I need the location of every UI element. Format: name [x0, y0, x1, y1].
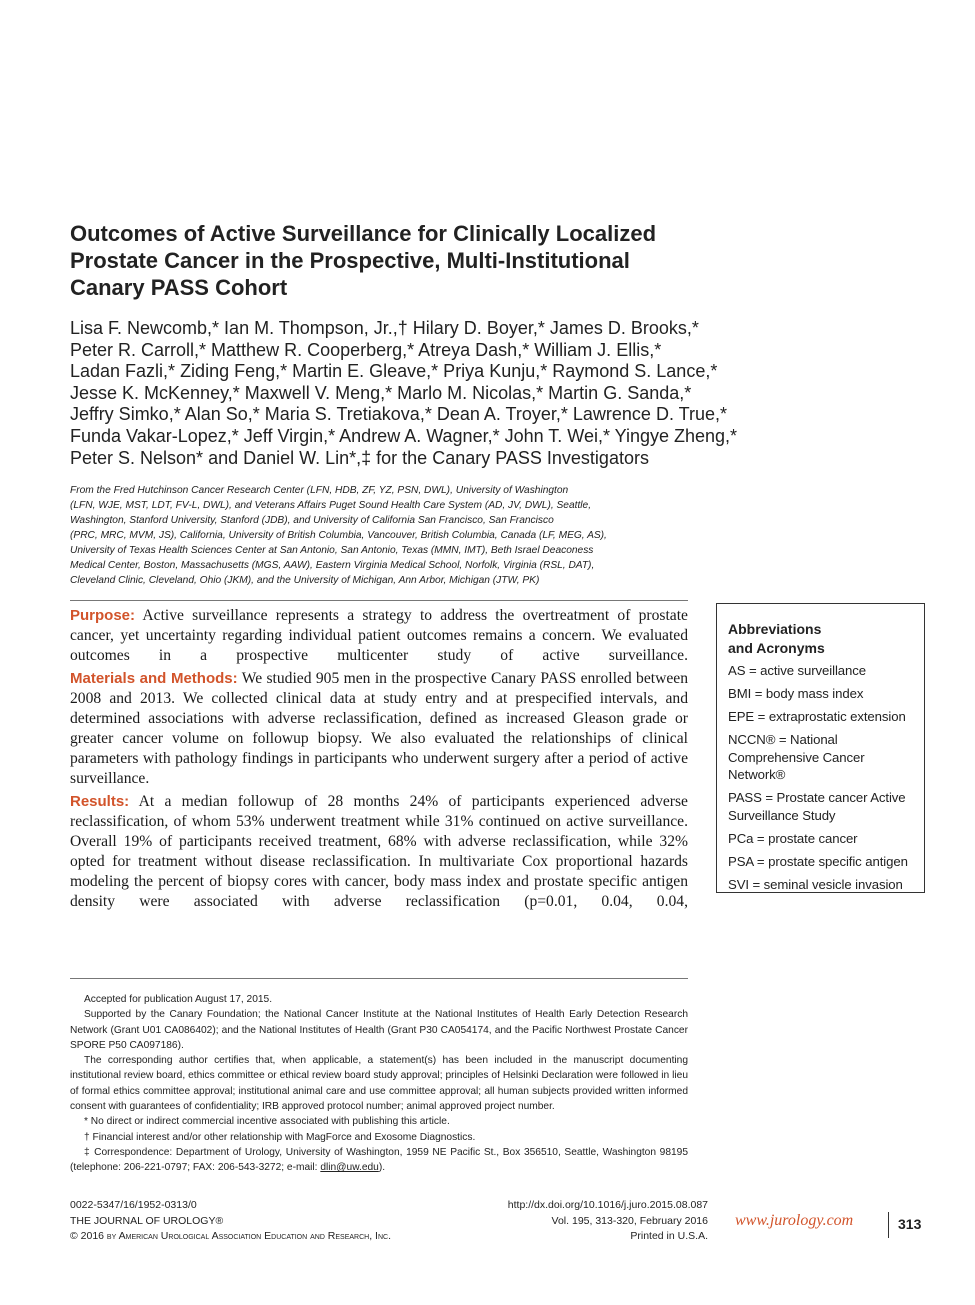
correspondence-text: ‡ Correspondence: Department of Urology, University of Washington, 1959 NE Pacific St., Box 356510, Seattle, Washington 98195 (telephone: 206-221-0797; FAX: 206-543-3272; e-mail:	[70, 1146, 688, 1174]
page-number: 313	[898, 1216, 922, 1232]
abbreviation-item: EPE = extraprostatic extension	[728, 709, 906, 724]
abstract-results	[70, 792, 688, 912]
journal-website-link[interactable]: www.jurology.com	[735, 1212, 854, 1229]
footer-copyright: © 2016 by American Urological Association Education and Research, Inc.	[70, 1230, 392, 1242]
results-text: At a median followup of 28 months 24% of participants experienced adverse reclassification, of whom 53% underwent treatment while 31% continued on active surveillance. Overall 19% of participants received treatment, 68% with adverse reclassification, while 32% opted for treatment without disease reclassification. In multivariate Cox proportional hazards modeling the percent of biopsy cores with cancer, body mass index and prostate specific antigen density were associated with adverse reclassification (p=0.01, 0.04, 0.04,	[70, 793, 688, 910]
abbreviation-item: PCa = prostate cancer	[728, 830, 858, 846]
purpose-heading: Purpose:	[70, 607, 136, 624]
abbreviation-item: AS = active surveillance	[728, 663, 866, 678]
footnote-correspondence	[70, 1145, 688, 1176]
correspondence-end: ).	[378, 1162, 386, 1174]
abbreviation-item: SVI = seminal vesicle invasion	[728, 876, 903, 892]
article-title	[70, 220, 730, 301]
methods-text: We studied 905 men in the prospective Canary PASS enrolled between 2008 and 2013. We collected clinical data at study entry and at prespecified intervals, and determined associations with adverse reclassification, defined as increased Gleason grade or greater cancer volume on followup biopsy. We also evaluated the relationships of clinical parameters with pathology findings in participants who underwent surgery after a period of active surveillance.	[70, 670, 688, 787]
footer-right	[470, 1198, 708, 1245]
title-line: Canary PASS Cohort	[70, 275, 288, 300]
author-line: Peter S. Nelson* and Daniel W. Lin*,‡ for the Canary PASS Investigators	[70, 447, 649, 468]
footer-doi[interactable]: http://dx.doi.org/10.1016/j.juro.2015.08.087	[507, 1199, 708, 1211]
affiliation-line: University of Texas Health Sciences Center at San Antonio, San Antonio, Texas (MMN, IMT), Beth Israel Deaconess	[70, 545, 594, 556]
affiliation-line: (PRC, MRC, MVM, JS), California, University of British Columbia, Vancouver, British Columbia, Canada (LF, MEG, AS),	[70, 530, 607, 541]
affiliation-line: From the Fred Hutchinson Cancer Research Center (LFN, HDB, ZF, YZ, PSN, DWL), University of Washington	[70, 485, 569, 496]
affiliation-line: Cleveland Clinic, Cleveland, Ohio (JKM), and the University of Michigan, Ann Arbor, Michigan (JTW, PK)	[70, 575, 540, 586]
author-line: Funda Vakar-Lopez,* Jeff Virgin,* Andrew A. Wagner,* John T. Wei,* Yingye Zheng,*	[70, 425, 738, 446]
abstract-top-rule	[70, 600, 688, 601]
abbreviations-box	[716, 603, 925, 893]
footnote-star: * No direct or indirect commercial incentive associated with publishing this article.	[84, 1116, 450, 1128]
results-heading: Results:	[70, 793, 130, 810]
footnote-certify: The corresponding author certifies that, when applicable, a statement(s) has been included in the manuscript documenting institutional review board, ethics committee or ethical review board study approval; principles of Helsinki Declaration were followed in lieu of formal ethics committee approval; institutional animal care and use committee approval; all human subjects provided written informed consent with guarantees of confidentiality; IRB approved protocol number; animal approved project number.	[70, 1055, 688, 1113]
abbreviations-heading-line: and Acronyms	[728, 640, 825, 656]
affiliations	[70, 483, 710, 588]
footer-issn: 0022-5347/16/1952-0313/0	[70, 1199, 197, 1211]
footer-divider	[888, 1212, 889, 1238]
abbreviation-item: BMI = body mass index	[728, 686, 864, 701]
footer-journal: THE JOURNAL OF UROLOGY®	[70, 1214, 224, 1227]
abbreviations-heading	[728, 620, 914, 658]
footnote-support: Supported by the Canary Foundation; the National Cancer Institute at the National Institutes of Health Early Detection Research Network (Grant U01 CA086402); and the National Institutes of Health (Grant P30 CA054174, and the Pacific Northwest Prostate Cancer SPORE P50 CA097186).	[70, 1009, 688, 1051]
footnote-accepted: Accepted for publication August 17, 2015.	[84, 994, 273, 1005]
footer-volume: Vol. 195, 313-320, February 2016	[551, 1214, 708, 1227]
abbreviation-item: PSA = prostate specific antigen	[728, 853, 908, 869]
title-line: Outcomes of Active Surveillance for Clinically Localized	[70, 221, 657, 246]
author-line: Peter R. Carroll,* Matthew R. Cooperberg,* Atreya Dash,* William J. Ellis,*	[70, 339, 662, 360]
abbreviations-heading-line: Abbreviations	[728, 621, 822, 637]
abstract-methods	[70, 669, 688, 789]
abstract	[70, 606, 688, 915]
footnote-dagger: † Financial interest and/or other relationship with MagForce and Exosome Diagnostics.	[84, 1131, 476, 1143]
author-line: Jesse K. McKenney,* Maxwell V. Meng,* Marlo M. Nicolas,* Martin G. Sanda,*	[70, 382, 692, 403]
affiliation-line: Washington, Stanford University, Stanford (JDB), and University of California San Francisco, San Francisco	[70, 515, 554, 526]
author-line: Jeffry Simko,* Alan So,* Maria S. Tretiakova,* Dean A. Troyer,* Lawrence D. True,*	[70, 404, 727, 425]
abbreviation-item: NCCN® = National Comprehensive Cancer Network®	[728, 732, 865, 782]
footer-left	[70, 1198, 391, 1245]
purpose-text: Active surveillance represents a strategy to address the overtreatment of prostate cancer, yet uncertainty regarding individual patient outcomes remains a concern. We evaluated outcomes in a prospective multicenter study of active surveillance.	[70, 607, 688, 664]
footnotes	[70, 992, 688, 1176]
author-line: Ladan Fazli,* Ziding Feng,* Martin E. Gleave,* Priya Kunju,* Raymond S. Lance,*	[70, 361, 718, 382]
author-list	[70, 318, 840, 469]
footer-printed: Printed in U.S.A.	[630, 1230, 708, 1242]
title-line: Prostate Cancer in the Prospective, Multi-Institutional	[70, 248, 630, 273]
affiliation-line: (LFN, WJE, MST, LDT, FV-L, DWL), and Veterans Affairs Puget Sound Health Care System (AD, JV, DWL), Seattle,	[70, 500, 592, 511]
abstract-purpose	[70, 606, 688, 666]
abbreviation-item: PASS = Prostate cancer Active Surveillance Study	[728, 790, 906, 823]
author-line: Lisa F. Newcomb,* Ian M. Thompson, Jr.,† Hilary D. Boyer,* James D. Brooks,*	[70, 318, 699, 338]
affiliation-line: Medical Center, Boston, Massachusetts (MGS, AAW), Eastern Virginia Medical School, Norfolk, Virginia (RSL, DAT),	[70, 560, 595, 571]
email-link[interactable]: dlin@uw.edu	[320, 1162, 379, 1174]
footnote-rule	[70, 978, 688, 979]
methods-heading: Materials and Methods:	[70, 670, 238, 687]
